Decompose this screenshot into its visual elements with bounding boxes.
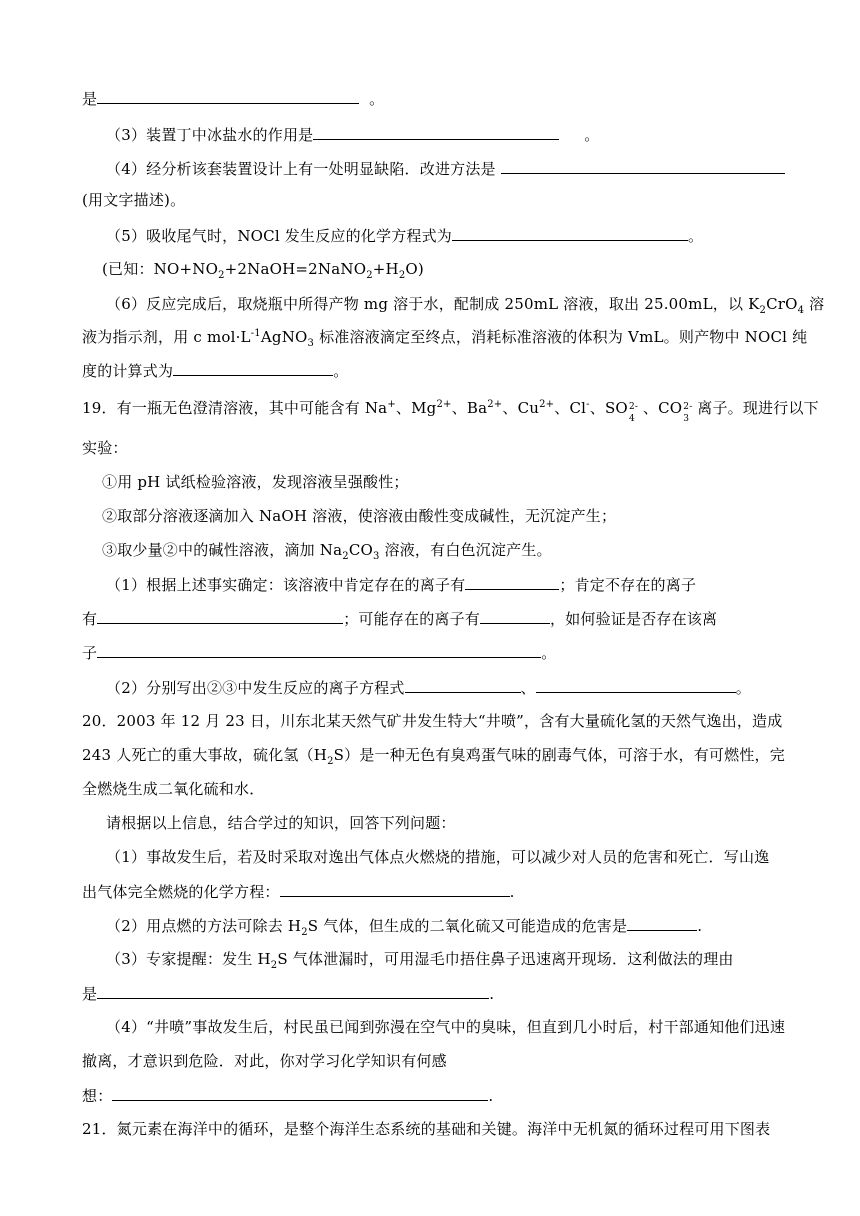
- answer-blank[interactable]: [480, 608, 550, 624]
- q21-stem-line1: 21．氮元素在海洋中的循环，是整个海洋生态系统的基础和关键。海洋中无机氮的循环过程可用下图表: [82, 1120, 771, 1138]
- q19-stem: 19．有一瓶无色澄清溶液，其中可能含有 Na+、$Mg^{2+}$、$Ba^{2+}$、$Cu^{2+}$、Cl-、SO 2- 4 、CO 2- 3 离子。现进行以下: [82, 399, 819, 424]
- q20-part4-line3: 想： .: [82, 1087, 494, 1105]
- q18-part6-line3: 度的计算式为 。: [82, 362, 349, 380]
- q18-part6-line1: （6）反应完成后，取烧瓶中所得产物 mg 溶于水，配制成 250mL 溶液，取出 25.00mL，以 $K_2CrO_4$ 溶: [106, 295, 825, 316]
- q20-part2: （2）用点燃的方法可除去 $H_2S$ 气体，但生成的二氧化硫又可能造成的危害是 .: [106, 917, 703, 938]
- q20-part4-line2: 撤离，才意识到危险．对此，你对学习化学知识有何感: [82, 1052, 447, 1070]
- q19-part1-line2: 有 ；可能存在的离子有 ，如何验证是否存在该离: [82, 610, 718, 628]
- answer-blank[interactable]: [173, 360, 333, 376]
- q20-part3-line1: （3）专家提醒：发生 $H_2S$ 气体泄漏时，可用湿毛巾捂住鼻子迅速离开现场．这利做法的理由: [106, 950, 734, 971]
- q18-part5: （5）吸收尾气时，NOCl 发生反应的化学方程式为 。: [106, 227, 704, 245]
- answer-blank[interactable]: [97, 983, 489, 999]
- q19-step3: ③取少量②中的碱性溶液，滴加 $Na_2CO_3$ 溶液，有白色沉淀产生。: [102, 541, 552, 562]
- q19-part1-line1: （1）根据上述事实确定：该溶液中肯定存在的离子有 ；肯定不存在的离子: [106, 576, 697, 594]
- q18-part4-cont: (用文字描述)。: [82, 191, 186, 209]
- q20-part1-line2: 出气体完全燃烧的化学方程： .: [82, 883, 515, 901]
- q19-step1: ①用 pH 试纸检验溶液，发现溶液呈强酸性；: [102, 473, 409, 491]
- q20-stem-line1: 20．2003 年 12 月 23 日，川东北某天然气矿井发生特大“井喷”，含有大量硫化氢的天然气逸出，造成: [82, 712, 783, 730]
- q18-part6-line2: 液为指示剂，用 c $mol\cdot L^{-1}AgNO_3$ 标准溶液滴定至终点，消耗标准溶液的体积为 VmL。则产物中 NOCl 纯: [82, 328, 808, 349]
- answer-blank[interactable]: [536, 677, 736, 693]
- answer-blank[interactable]: [465, 574, 559, 590]
- q19-part1-line3: 子 。: [82, 644, 557, 662]
- q19-step2: ②取部分溶液逐滴加入 NaOH 溶液，使溶液由酸性变成碱性，无沉淀产生；: [102, 507, 617, 525]
- carbonate-charge: 2- 3: [683, 402, 693, 424]
- answer-blank[interactable]: [627, 915, 697, 931]
- answer-blank[interactable]: [97, 642, 541, 658]
- answer-blank[interactable]: [97, 88, 359, 104]
- q20-part3-line2: 是 .: [82, 985, 495, 1003]
- answer-blank[interactable]: [112, 1085, 488, 1101]
- answer-blank[interactable]: [97, 608, 343, 624]
- answer-blank[interactable]: [313, 124, 559, 140]
- q18-part2-tail-line: 是 。: [82, 90, 385, 108]
- q20-part1-line1: （1）事故发生后，若及时采取对逸出气体点火燃烧的措施，可以减少对人员的危害和死亡．写山逸: [106, 848, 770, 866]
- q18-part4: （4）经分析该套装置设计上有一处明显缺陷．改进方法是: [106, 158, 785, 179]
- answer-blank[interactable]: [280, 881, 510, 897]
- q20-stem-line3: 全燃烧生成二氧化硫和水．: [82, 780, 265, 798]
- q20-part4-line1: （4）“井喷”事故发生后，村民虽已闻到弥漫在空气中的臭味，但直到几小时后，村干部通知他们迅速: [106, 1018, 786, 1036]
- sulfate-charge: 2- 4: [628, 402, 639, 424]
- q19-stem-cont: 实验：: [82, 439, 128, 457]
- q18-part3: （3）装置丁中冰盐水的作用是 。: [106, 126, 600, 144]
- q18-known-equation: (已知：$NO+NO_2+2NaOH=2NaNO_2+H_2O$): [102, 260, 424, 281]
- answer-blank[interactable]: [501, 158, 785, 174]
- q20-instruction: 请根据以上信息，结合学过的知识，回答下列问题：: [106, 814, 456, 832]
- answer-blank[interactable]: [405, 677, 521, 693]
- q19-part2: （2）分别写出②③中发生反应的离子方程式 、 。: [106, 679, 751, 697]
- q20-stem-line2: 243 人死亡的重大事故，硫化氢$(H_2S)$是一种无色有臭鸡蛋气味的剧毒气体，可溶于水，有可燃性，完: [82, 746, 785, 767]
- answer-blank[interactable]: [452, 225, 688, 241]
